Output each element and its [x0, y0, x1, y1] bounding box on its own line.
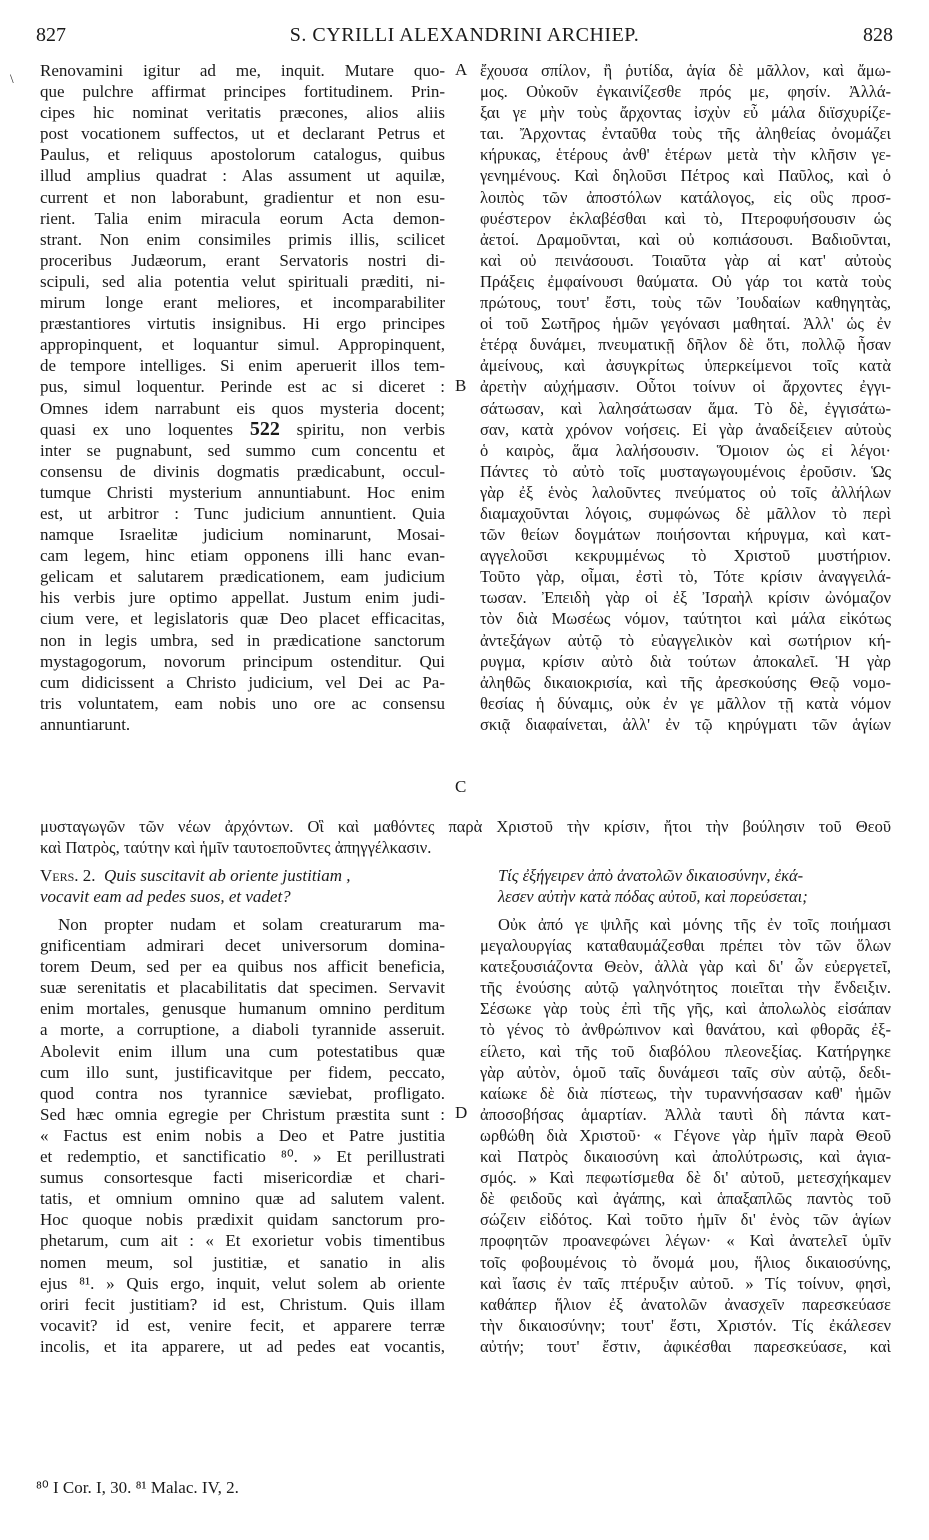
- greek-bottom-line: τὸ γένος τὸ ἀνθρώπινον καὶ θανάτου, καὶ φθορᾶς ἐξ-: [480, 1020, 891, 1040]
- latin-bottom-line: ejus ⁸¹. » Quis ergo, inquit, velut solem ab oriente: [40, 1273, 445, 1293]
- greek-top-line: Πράξεις ἐμφαίνουσι θαύματα. Οὐ γάρ τοι κατὰ τοὺς: [480, 271, 891, 291]
- greek-top-line: σαν, κατὰ χρόνον νοήσεις. Εἰ γὰρ ἀναδείξειεν αὐτοὺς: [480, 419, 891, 439]
- greek-top-line: γενημένους. Καὶ δηλοῦσι Πέτρος καὶ Παῦλος, καὶ ὁ: [480, 166, 891, 186]
- latin-top-line: pus, simul loquentur. Perinde est ac si diceret :: [40, 377, 445, 397]
- margin-marker-a: A: [455, 60, 468, 79]
- latin-column-top: [40, 60, 445, 735]
- latin-top-line: cam legem, hinc etiam opponens illi hanc evan-: [40, 546, 445, 566]
- greek-top-line: ξαι γε μὴν τοὺς ἄρχοντας ἰσχὺν εὖ μάλα διϊσχυρίζε-: [480, 103, 891, 123]
- latin-bottom-line: « Factus est enim nobis a Deo et Patre justitia: [40, 1125, 445, 1145]
- latin-top-line: præstantiores virtutis insignibus. Hi ergo principes: [40, 314, 445, 334]
- greek-column-bottom: [480, 914, 891, 1357]
- greek-bottom-line: αὐτήν; τουτ' ἔστιν, ἀφικέσθαι παρεσκεύασε, καὶ: [480, 1336, 891, 1356]
- greek-top-line: ἔχουσα σπίλον, ἢ ῥυτίδα, ἁγία δὲ μᾶλλον, καὶ ἄμω-: [480, 61, 891, 80]
- latin-bottom-line: Abolevit enim illum una cum potestatibus quæ: [40, 1041, 445, 1061]
- latin-bottom-line: incolis, et ita apparere, ut ad pedes eat vocantis,: [40, 1336, 445, 1356]
- latin-bottom-line: Sed hæc omnia egregie per Christum præstita sunt :: [40, 1104, 445, 1124]
- full-width-line: καὶ Πατρὸς, ταύτην καὶ ἡμῖν ταυτοεποῦντες ἀπηγγέλκασιν.: [40, 838, 432, 857]
- latin-top-line: cum didicissent a Christo judicium, vel Dei ac Pa-: [40, 672, 445, 692]
- footnotes: ⁸⁰ I Cor. I, 30. ⁸¹ Malac. IV, 2.: [36, 1478, 239, 1497]
- greek-top-line: τὸν διὰ Μωσέως νόμον, ταύτητοι καὶ μάλα εἰκότως: [480, 609, 891, 629]
- latin-bottom-line: enim mortales, genusque humanum omnino perditum: [40, 999, 445, 1019]
- greek-top-line: αγγελοῦσι κεκρυμμένως τὸ Χριστοῦ μυστήριον.: [480, 546, 891, 566]
- latin-bottom-line: a morte, a corruptione, a diaboli tyrannide asseruit.: [40, 1020, 445, 1040]
- latin-top-line: quasi ex uno loquentes 522 spiritu, non verbis: [40, 418, 445, 440]
- greek-bottom-line: γὰρ αὐτὸν, ὁμοῦ ταῖς δυνάμεσι ταῖς σὺν αὐτῷ, δεδι-: [480, 1062, 891, 1082]
- verse-greek-line-1: Τίς ἐξήγειρεν ἀπὸ ἀνατολῶν δικαιοσύνην, ἐκά-: [498, 866, 804, 885]
- greek-top-line: ἀληθῶς δικαιοκρισία, καὶ τῆς ἀρεσκούσης Θεῷ νομο-: [480, 672, 891, 692]
- greek-top-line: διαμαχοῦνται λόγοις, συμφώνως δὲ μᾶλλον τὸ περὶ: [480, 503, 891, 523]
- full-width-greek: [40, 816, 891, 858]
- latin-top-line: mystagogorum, novorum principum ostenditur. Qui: [40, 651, 445, 671]
- latin-bottom-line: quod contra nos tyrannice sæviebat, profligato.: [40, 1083, 445, 1103]
- column-number-marker: 522: [249, 418, 280, 440]
- latin-top-line: post vocationem suffectos, ut et declarant Petrus et: [40, 124, 445, 144]
- latin-top-line: tris voluntatem, eam nobis uno ore ac consensu: [40, 693, 445, 713]
- greek-top-line: κήρυκας, ἑτέρους ἀνθ' ἑτέρων μετὰ τὴν κλῆσιν γε-: [480, 145, 891, 165]
- greek-top-line: οἱ τοῦ Σωτῆρος ἡμῶν γεγόνασι μαθηταί. Ἀλλ' ὡς ἐν: [480, 314, 891, 334]
- latin-top-line: Omnes idem narrabunt eis quos mysteria docent;: [40, 398, 445, 418]
- greek-top-line: τωσαν. Ἐπειδὴ γὰρ οἱ ἐξ Ἰσραὴλ κρίσιν ὠνόμαζον: [480, 588, 891, 608]
- greek-top-line: ἀετοί. Δραμοῦνται, καὶ οὐ κοπιάσουσι. Βαδιοῦνται,: [480, 229, 891, 249]
- latin-top-line: proceribus Judæorum, erant Servatoris nostri di-: [40, 250, 445, 270]
- left-page-number: 827: [36, 24, 66, 46]
- greek-bottom-line: καίωκε δὲ διὰ πίστεως, τὴν τυραννήσασαν καθ' ἡμῶν: [480, 1083, 891, 1103]
- greek-bottom-line: δὲ φειδοῦς καὶ ἀγάπης, καὶ ἁπαξαπλῶς παντὸς τοῦ: [480, 1189, 891, 1209]
- margin-marker-c: C: [455, 777, 467, 796]
- latin-bottom-line: nomen meum, sol justitiæ, et sanatio in alis: [40, 1252, 445, 1272]
- greek-bottom-line: τῆς ἑνούσης αὐτῷ γαληνότητος ποιεῖται τὴν ἔνδειξιν.: [480, 978, 891, 998]
- margin-marker-b: B: [455, 376, 467, 395]
- greek-bottom-line: είλετο, καὶ τῆς τοῦ διαβόλου πλεονεξίας. Κατήργηκε: [480, 1041, 891, 1061]
- greek-top-line: ἀντεξάγων αὐτῷ τὸ εὐαγγελικὸν καὶ σωτήριον κή-: [480, 630, 891, 650]
- greek-top-line: θεσίας ἡ δύναμις, οὐκ ἐν γε μᾶλλον τῇ κατὰ νόμον: [480, 693, 891, 713]
- latin-top-line: rient. Talia enim miracula eorum Acta demon-: [40, 208, 445, 228]
- greek-top-line: μος. Οὐκοῦν ἐγκαινίζεσθε πρός με, φησίν. Ἀλλά-: [480, 82, 891, 102]
- greek-bottom-line: μεγαλουργίας καταθαυμάζεσθαι πρέπει τὸν τῶν ὅλων: [480, 936, 891, 956]
- greek-top-line: φυέστερον ἐκλαβέσθαι καὶ τὸ, Πτεροφυήσουσιν ὡς: [480, 208, 891, 228]
- page-header: [36, 24, 893, 54]
- running-title: S. CYRILLI ALEXANDRINI ARCHIEP.: [289, 24, 640, 46]
- latin-bottom-line: et redemptio, et sanctificatio ⁸⁰. » Et perillustrati: [40, 1147, 445, 1167]
- greek-bottom-line: καὶ ἴασις ἐν ταῖς πτέρυξιν αὐτοῦ. » Τίς τοίνυν, φησὶ,: [480, 1273, 891, 1293]
- greek-top-line: λοιπὸς τῶν ἀποστόλων κατάλογος, εἰς οὓς προσ-: [480, 187, 891, 207]
- verse-latin: [40, 865, 445, 907]
- verse-latin-line-2: vocavit eam ad pedes suos, et vadet?: [40, 887, 291, 906]
- latin-top-line: gelicam et salutarem prædicationem, eam judicium: [40, 567, 445, 587]
- greek-bottom-line: σμός. » Καὶ πεφωτίσμεθα δὲ δι' αὐτοῦ, μετεσχήκαμεν: [480, 1168, 891, 1188]
- greek-top-line: πρώτους, τουτ' ἔστι, τοὺς τῶν Ἰουδαίων καθηγητὰς,: [480, 293, 891, 313]
- greek-top-line: ἀμείνους, καὶ ἀσυγκρίτως ὑπερκείμενοι τοῖς κατὰ: [480, 356, 891, 376]
- latin-top-line: namque Israelitæ judicium nominarunt, Mosai-: [40, 525, 445, 545]
- greek-top-line: καὶ οὐ πεινάσουσι. Τοιαῦτα γὰρ αἱ κατ' αὐτοὺς: [480, 250, 891, 270]
- latin-bottom-line: oriri fecit justitiam? id est, Christum. Quis illam: [40, 1294, 445, 1314]
- latin-top-line: tumque Christi mysterium annuntiabunt. Hoc enim: [40, 482, 445, 502]
- latin-bottom-line: gnificentiam admirari decet universorum domina-: [40, 936, 445, 956]
- greek-top-line: Πάντες τὸ αὐτὸ τοῖς μυσταγωγουμένοις ἐροῦσιν. Ὡς: [480, 461, 891, 481]
- latin-top-line: est, ut arbitror : Tunc judicium annuntient. Quia: [40, 503, 445, 523]
- latin-top-line: his verbis jure optimo appellat. Justum enim judi-: [40, 588, 445, 608]
- full-width-line: μυσταγωγῶν τῶν νέων ἀρχόντων. Οἳ καὶ μαθόντες παρὰ Χριστοῦ τὴν κρίσιν, ἤτοι τὴν βούλησιν τοῦ Θεοῦ: [40, 817, 891, 836]
- latin-top-line: Paulus, et reliquus apostolorum catalogus, quibus: [40, 145, 445, 165]
- verse-greek-line-2: λεσεν αὐτὴν κατὰ πόδας αὐτοῦ, καὶ πορεύσεται;: [498, 887, 808, 906]
- latin-top-line: non in legis umbra, sed in prædicatione sanctorum: [40, 630, 445, 650]
- latin-bottom-line: tatis, et omnium omnino quæ ad salutem valent.: [40, 1189, 445, 1209]
- greek-top-line: ἑτέρᾳ δυνάμει, πνευματικῇ δῆλον δὲ ὅτι, πολλῷ ἦσαν: [480, 335, 891, 355]
- greek-top-line: τῶν θείων δογμάτων ποιήσονται κήρυγμα, καὶ κατ-: [480, 525, 891, 545]
- greek-top-line: Τοῦτο γὰρ, οἶμαι, ἐστὶ τὸ, Τότε κρίσιν ἀναγγειλά-: [480, 567, 891, 587]
- latin-bottom-line: vocavit? id est, venire fecit, et apparere terræ: [40, 1315, 445, 1335]
- greek-bottom-line: Σέσωκε γὰρ τοὺς ἐπὶ τῆς γῆς, καὶ ἀπολωλὸς εἰσάπαν: [480, 999, 891, 1019]
- latin-top-line: de tempore intelliges. Si enim aperuerit illos tem-: [40, 356, 445, 376]
- greek-top-line: ὁ καιρὸς, ἅμα λαλήσουσιν. Ὅμοιον ὡς εἰ λέγοι·: [480, 440, 891, 460]
- latin-bottom-line: sumus consortesque facti misericordiæ et chari-: [40, 1168, 445, 1188]
- greek-bottom-line: κατεξουσιάζοντα Θεὸν, ἀλλὰ γὰρ καὶ δι' ὧν εὐεργετεῖ,: [480, 957, 891, 977]
- latin-top-line: strant. Non enim consimiles primis illis, scilicet: [40, 229, 445, 249]
- latin-top-line: scipuli, sed alia potentia velut spirituali præditi, ni-: [40, 271, 445, 291]
- greek-bottom-line: σώζειν εἰδότος. Καὶ τοῦτο ἡμῖν δι' ἑνὸς τῶν ἁγίων: [480, 1210, 891, 1230]
- greek-bottom-line: ωρθώθη διὰ Χριστοῦ· « Γέγονε γὰρ ἡμῖν παρὰ Θεοῦ: [480, 1125, 891, 1145]
- latin-top-line: appropinquent, et loquantur simul. Appropinquent,: [40, 335, 445, 355]
- latin-column-bottom: [40, 914, 445, 1357]
- greek-top-line: ρυγμα, κρίσιν αὐτὸ διὰ τούτων ἀποκαλεῖ. Ἡ γὰρ: [480, 651, 891, 671]
- greek-bottom-line: καθάπερ ἥλιον ἐξ ἀνατολῶν ἀνασχεῖν παρεσκεύασε: [480, 1294, 891, 1314]
- latin-bottom-line: torem Deum, sed per ea quibus nos afficit beneficia,: [40, 957, 445, 977]
- latin-bottom-line: phetarum, cum ait : « Et exorietur vobis timentibus: [40, 1231, 445, 1251]
- latin-bottom-line: Non propter nudam et solam creaturarum ma-: [58, 915, 445, 934]
- latin-bottom-line: Hoc quoque nobis prædixit quidam sanctorum pro-: [40, 1210, 445, 1230]
- right-page-number: 828: [863, 24, 893, 46]
- greek-bottom-line: τοῖς φοβουμένοις τὸ ὄνομά μου, ἥλιος δικαιοσύνης,: [480, 1252, 891, 1272]
- margin-marker-d: D: [455, 1103, 468, 1122]
- stray-mark: \: [10, 71, 14, 86]
- latin-top-line: annuntiarunt.: [40, 714, 131, 734]
- greek-column-top: [480, 60, 891, 735]
- latin-top-line: current et non laborabunt, gradientur et non esu-: [40, 187, 445, 207]
- greek-top-line: ἀρετὴν αὐχήμασιν. Οὗτοι τοίνυν οἱ ἄρχοντες ἐγγι-: [480, 377, 891, 397]
- latin-top-line: Renovamini igitur ad me, inquit. Mutare quo-: [40, 61, 445, 80]
- verse-greek: [480, 865, 891, 907]
- latin-top-line: cipes hic nominat veritatis præcones, alios aliis: [40, 103, 445, 123]
- latin-top-line: cium vere, et legislatoris quæ Deo placet efficacitas,: [40, 609, 445, 629]
- latin-top-line: mirum longe erant meliores, et incomparabiliter: [40, 293, 445, 313]
- verse-latin-line-1: Quis suscitavit ab oriente justitiam ,: [104, 866, 351, 885]
- latin-top-line: consensu de divinis dogmatis prædicabunt, occul-: [40, 461, 445, 481]
- greek-top-line: σάτωσαν, καὶ λαλησάτωσαν ἅμα. Τὸ δὲ, ἐγγισάτω-: [480, 398, 891, 418]
- verse-label: Vers. 2.: [40, 866, 96, 885]
- latin-top-line: que pulchre affirmat principes fortitudinem. Prin-: [40, 82, 445, 102]
- latin-bottom-line: suæ serenitatis et placabilitatis dat specimen. Servavit: [40, 978, 445, 998]
- greek-bottom-line: καὶ Πατρὸς δικαιοσύνη καὶ ἀπολύτρωσις, καὶ ἁγια-: [480, 1147, 891, 1167]
- greek-top-line: σκιᾷ διαφαίνεται, ἀλλ' ἐν τῷ κηρύγματι τῶν ἁγίων: [480, 714, 891, 734]
- greek-top-line: ται. Ἄρχοντας ἐνταῦθα τοὺς τῆς ἀληθείας ὀνομάζει: [480, 124, 891, 144]
- greek-bottom-line: Οὐκ ἀπό γε ψιλῆς καὶ μόνης τῆς ἐν τοῖς ποιήμασι: [498, 915, 891, 934]
- greek-bottom-line: ἀποσοβήσας ἁμαρτίαν. Ἀλλὰ ταυτὶ δὴ πάντα κατ-: [480, 1104, 891, 1124]
- greek-bottom-line: τὴν δικαιοσύνην; τουτ' ἔστι, Χριστόν. Τίς ἐκάλεσεν: [480, 1315, 891, 1335]
- latin-bottom-line: cum illo sunt, justificavitque per fidem, peccato,: [40, 1062, 445, 1082]
- greek-top-line: γὰρ ἐξ ἑνὸς λαλοῦντες πνεύματος οὐ τοῖς ἀλλήλων: [480, 482, 891, 502]
- latin-top-line: illud amplius quadrat : Alas assument ut aquilæ,: [40, 166, 445, 186]
- latin-top-line: inter se pugnabunt, sed summo cum concentu et: [40, 440, 445, 460]
- greek-bottom-line: προφητῶν προανεφώνει λέγων· « Καὶ ἀνατελεῖ ὑμῖν: [480, 1231, 891, 1251]
